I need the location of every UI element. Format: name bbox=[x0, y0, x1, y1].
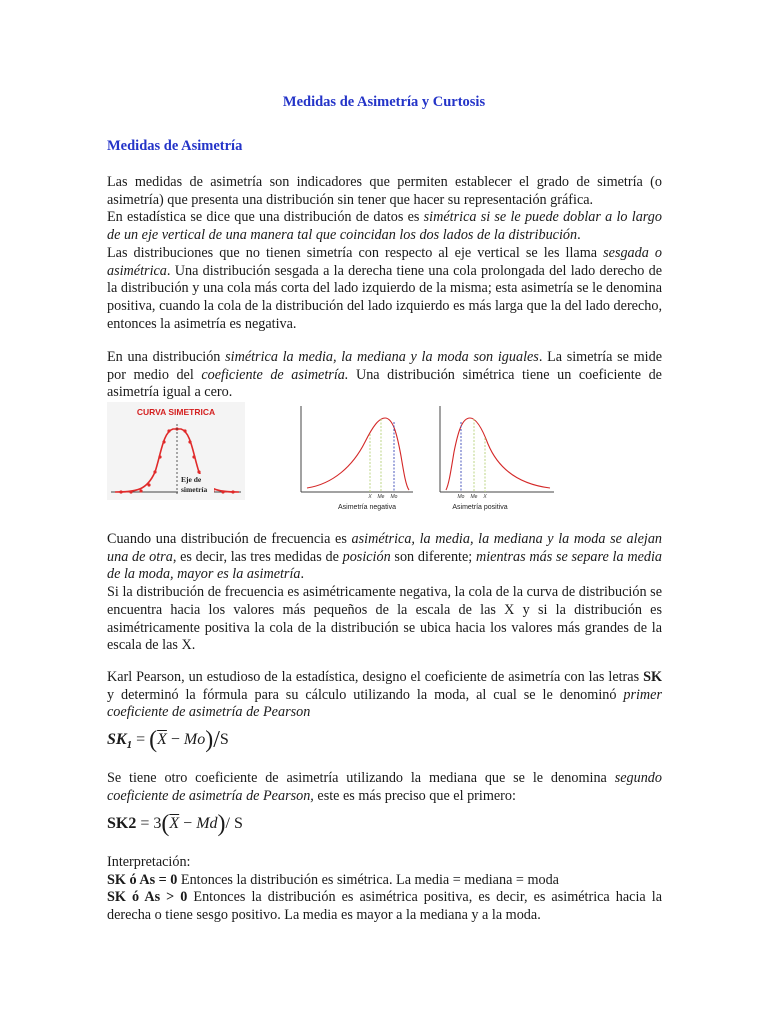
p4-text-b-italic: primer coeficiente de asimetría de Pearson bbox=[107, 686, 662, 721]
p2-text-a: En una distribución bbox=[107, 349, 226, 365]
interp-line1-bold: SK ó As = 0 bbox=[107, 871, 178, 888]
formula2-lhs: SK2 bbox=[107, 815, 137, 832]
formula1-close-paren: ) bbox=[205, 727, 214, 753]
formula1-lhs: SK bbox=[107, 731, 127, 748]
formula1-s: S bbox=[219, 731, 229, 748]
p2-text-b: . La simetría se mide por medio del bbox=[107, 349, 662, 383]
interp-line2-text: Entonces la distribución es asimétrica positiva, es decir, es asimétrica hacia la derecha o tiene sesgo positivo. La media es mayor a la mediana y a la moda. bbox=[107, 889, 662, 924]
section-title: Medidas de Asimetría bbox=[107, 138, 243, 154]
paragraph-asymmetry-intro bbox=[107, 174, 662, 333]
positive-mark-mode: Mo bbox=[457, 494, 465, 500]
formula1-x-bar: $\overline{X}$ bbox=[157, 731, 167, 748]
interp-line1-text: Entonces la distribución es simétrica. La media = mediana = moda bbox=[177, 871, 559, 888]
formula2-open-paren: ( bbox=[161, 811, 170, 837]
p2-text-c: Una distribución simétrica tiene un coeficiente de asimetría igual a cero. bbox=[107, 366, 662, 401]
p4-text-b: y determinó la fórmula para su cálculo utilizando la moda, al cual se le denominó bbox=[107, 686, 624, 703]
paragraph-second-pearson bbox=[107, 770, 662, 805]
negative-asymmetry-figure bbox=[293, 400, 415, 514]
formula1-sub: 1 bbox=[126, 739, 133, 752]
p1-text-c-italic: sesgada o asimétrica bbox=[107, 244, 662, 279]
formula2-minus: − bbox=[179, 815, 197, 832]
interp-heading: Interpretación: bbox=[107, 854, 191, 870]
negative-asymmetry-label: Asimetría negativa bbox=[338, 504, 396, 511]
symmetry-axis-label-2: simetría bbox=[181, 485, 208, 494]
paragraph-pearson bbox=[107, 669, 662, 722]
positive-asymmetry-label: Asimetría positiva bbox=[452, 504, 508, 511]
p3-text-b-italic: posición bbox=[342, 548, 391, 565]
positive-curve-line bbox=[446, 418, 550, 490]
p3-text-c: son diferente; bbox=[390, 548, 476, 565]
p1-text-c: Las distribuciones que no tienen simetría con respecto al eje vertical se les llama bbox=[107, 244, 604, 261]
formula1-open-paren: ( bbox=[149, 727, 158, 753]
p1-text-b: En estadística se dice que una distribución de datos es bbox=[107, 209, 424, 226]
p1-text-c-end: . Una distribución sesgada a la derecha tiene una cola prolongada del lado derecho de la distribución y una cola más corta del lado izquierdo de la misma; esta asimetría se le denomina positiva, cuando la cola de la distribución del lado izquierdo es más larga que la del lado derecho, entonces la asimetría es negativa. bbox=[107, 262, 662, 332]
paragraph-asymmetric-frequency bbox=[107, 531, 662, 655]
p3-text-a-italic: asimétrica, la media, la mediana y la moda se alejan una de otra bbox=[107, 531, 663, 565]
document-title: Medidas de Asimetría y Curtosis bbox=[282, 94, 486, 110]
formula1-eq: = bbox=[132, 731, 150, 748]
positive-asymmetry-figure bbox=[432, 400, 556, 514]
formula1-slash: / bbox=[213, 727, 220, 753]
formula2-slash: / S bbox=[225, 815, 243, 832]
p4-text-a-bold: SK bbox=[643, 669, 662, 685]
p4-text-a: Karl Pearson, un estudioso de la estadística, designo el coeficiente de asimetría con las letras bbox=[107, 669, 644, 685]
p1-text-a: Las medidas de asimetría son indicadores que permiten establecer el grado de simetría (o asimetría) que presenta una distribución sin tener que hacer su representación gráfica. bbox=[107, 174, 662, 208]
formula2-md: Md bbox=[196, 815, 218, 832]
p1-text-b-italic: simétrica si se le puede doblar a lo largo de un eje vertical de una manera tal que coincidan los dos lados de la distribución bbox=[107, 209, 662, 244]
positive-mark-median: Me bbox=[470, 494, 478, 500]
symmetric-curve-figure bbox=[107, 402, 245, 500]
p3-text-b: , es decir, las tres medidas de bbox=[172, 548, 343, 565]
p2-text-a-italic: simétrica la media, la mediana y la moda son iguales bbox=[225, 349, 539, 365]
formula-second-pearson bbox=[107, 811, 243, 838]
p3-text-a: Cuando una distribución de frecuencia es bbox=[107, 531, 352, 547]
formula2-eq: = 3 bbox=[136, 815, 162, 832]
paragraph-symmetric bbox=[107, 349, 662, 402]
formula-first-pearson bbox=[107, 727, 229, 754]
symmetry-axis-label-1: Eje de bbox=[181, 475, 202, 484]
p5-text-b: este es más preciso que el primero: bbox=[313, 787, 516, 804]
p3-text-c-italic: mientras más se separe la media de la moda, mayor es la asimetría bbox=[107, 548, 663, 583]
negative-mark-mean: X bbox=[368, 494, 372, 500]
p3-text-d: . bbox=[300, 566, 305, 583]
p5-text-a-italic: segundo coeficiente de asimetría de Pearson, bbox=[107, 770, 662, 804]
p1-text-b-end: . bbox=[577, 227, 581, 244]
formula1-mo: Mo bbox=[183, 731, 206, 748]
positive-mark-mean: X bbox=[483, 494, 487, 500]
symmetric-figure-title: CURVA SIMETRICA bbox=[136, 407, 216, 417]
interp-line2-bold: SK ó As > 0 bbox=[107, 889, 188, 906]
negative-mark-mode: Mo bbox=[390, 494, 398, 500]
p5-text-a: Se tiene otro coeficiente de asimetría utilizando la mediana que se le denomina bbox=[107, 770, 615, 786]
negative-mark-median: Me bbox=[377, 494, 385, 500]
p2-text-b-italic: coeficiente de asimetría. bbox=[201, 366, 349, 383]
formula2-x-bar: $\overline{X}$ bbox=[169, 815, 180, 832]
p3-text-e: Si la distribución de frecuencia es asimétricamente negativa, la cola de la curva de distribución se encuentra hacia los valores más pequeños de la escala de las X y si la distribución es asimétricamente positiva la cola de la distribución se ubica hacia los valores más grandes de la escala de las X. bbox=[107, 584, 662, 654]
formula1-minus: − bbox=[166, 731, 184, 748]
paragraph-interpretation bbox=[107, 854, 662, 925]
formula2-close-paren: ) bbox=[217, 811, 226, 837]
